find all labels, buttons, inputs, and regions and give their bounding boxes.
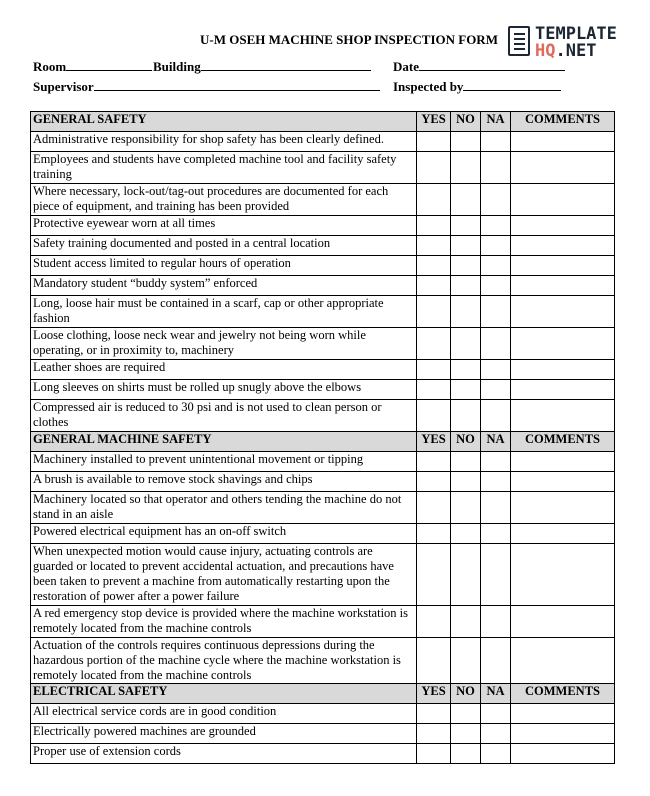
comments-cell[interactable] xyxy=(511,236,615,256)
no-cell[interactable] xyxy=(451,216,481,236)
na-cell[interactable] xyxy=(481,544,511,606)
comments-cell[interactable] xyxy=(511,452,615,472)
yes-cell[interactable] xyxy=(417,360,451,380)
checklist-row xyxy=(31,724,615,744)
checklist-row xyxy=(31,452,615,472)
no-cell[interactable] xyxy=(451,328,481,360)
no-cell[interactable] xyxy=(451,492,481,524)
na-cell[interactable] xyxy=(481,276,511,296)
yes-cell[interactable] xyxy=(417,524,451,544)
yes-cell[interactable] xyxy=(417,256,451,276)
yes-cell[interactable] xyxy=(417,744,451,764)
comments-cell[interactable] xyxy=(511,328,615,360)
no-cell[interactable] xyxy=(451,544,481,606)
checklist-item-text: Protective eyewear worn at all times xyxy=(31,216,417,236)
no-cell[interactable] xyxy=(451,380,481,400)
comments-column-header: COMMENTS xyxy=(511,432,615,452)
room-field[interactable]: Room xyxy=(33,58,152,75)
document-icon xyxy=(508,26,530,56)
comments-cell[interactable] xyxy=(511,256,615,276)
comments-column-header: COMMENTS xyxy=(511,684,615,704)
yes-cell[interactable] xyxy=(417,296,451,328)
yes-cell[interactable] xyxy=(417,328,451,360)
checklist-row xyxy=(31,744,615,764)
checklist-item-text: Actuation of the controls requires continuous depressions during the hazardous portion of the machine cycle where the machine workstation is remotely located from the machine controls xyxy=(31,638,417,684)
checklist-item-text: Student access limited to regular hours of operation xyxy=(31,256,417,276)
na-cell[interactable] xyxy=(481,328,511,360)
na-cell[interactable] xyxy=(481,744,511,764)
logo-text-line1: TEMPLATE xyxy=(535,24,617,44)
yes-column-header: YES xyxy=(417,432,451,452)
na-cell[interactable] xyxy=(481,216,511,236)
yes-cell[interactable] xyxy=(417,638,451,684)
yes-cell[interactable] xyxy=(417,276,451,296)
form-title: U-M OSEH MACHINE SHOP INSPECTION FORM xyxy=(200,32,498,47)
no-column-header: NO xyxy=(451,112,481,132)
checklist-row xyxy=(31,328,615,360)
na-cell[interactable] xyxy=(481,152,511,184)
supervisor-field[interactable]: Supervisor xyxy=(33,78,380,95)
no-cell[interactable] xyxy=(451,152,481,184)
no-cell[interactable] xyxy=(451,638,481,684)
comments-cell[interactable] xyxy=(511,606,615,638)
checklist-item-text: Leather shoes are required xyxy=(31,360,417,380)
yes-column-header: YES xyxy=(417,684,451,704)
comments-cell[interactable] xyxy=(511,524,615,544)
comments-cell[interactable] xyxy=(511,216,615,236)
na-cell[interactable] xyxy=(481,472,511,492)
yes-cell[interactable] xyxy=(417,472,451,492)
na-cell[interactable] xyxy=(481,132,511,152)
no-cell[interactable] xyxy=(451,524,481,544)
comments-cell[interactable] xyxy=(511,184,615,216)
no-cell[interactable] xyxy=(451,606,481,638)
na-cell[interactable] xyxy=(481,492,511,524)
checklist-row xyxy=(31,472,615,492)
checklist-row xyxy=(31,132,615,152)
yes-cell[interactable] xyxy=(417,606,451,638)
section-header xyxy=(31,684,615,704)
no-cell[interactable] xyxy=(451,744,481,764)
na-cell[interactable] xyxy=(481,452,511,472)
date-field[interactable]: Date xyxy=(393,58,565,75)
no-column-header: NO xyxy=(451,432,481,452)
no-cell[interactable] xyxy=(451,296,481,328)
checklist-row xyxy=(31,296,615,328)
yes-cell[interactable] xyxy=(417,492,451,524)
checklist-item-text: Machinery located so that operator and others tending the machine do not stand in an aisle xyxy=(31,492,417,524)
checklist-row xyxy=(31,524,615,544)
checklist-item-text: When unexpected motion would cause injury, actuating controls are guarded or located to prevent accidental actuation, and precautions have been taken to prevent a machine from automatically restarting upon the restoration of power after a power failure xyxy=(31,544,417,606)
comments-cell[interactable] xyxy=(511,132,615,152)
comments-cell[interactable] xyxy=(511,704,615,724)
checklist-item-text: Electrically powered machines are grounded xyxy=(31,724,417,744)
checklist-row xyxy=(31,152,615,184)
na-cell[interactable] xyxy=(481,236,511,256)
na-cell[interactable] xyxy=(481,704,511,724)
checklist-row xyxy=(31,276,615,296)
checklist-item-text: Powered electrical equipment has an on-off switch xyxy=(31,524,417,544)
na-cell[interactable] xyxy=(481,256,511,276)
na-cell[interactable] xyxy=(481,606,511,638)
na-cell[interactable] xyxy=(481,184,511,216)
checklist-item-text: All electrical service cords are in good condition xyxy=(31,704,417,724)
checklist-row xyxy=(31,638,615,684)
section-title: ELECTRICAL SAFETY xyxy=(31,684,417,704)
no-column-header: NO xyxy=(451,684,481,704)
section-title: GENERAL MACHINE SAFETY xyxy=(31,432,417,452)
comments-cell[interactable] xyxy=(511,152,615,184)
inspection-table xyxy=(30,111,615,764)
comments-cell[interactable] xyxy=(511,472,615,492)
comments-cell[interactable] xyxy=(511,724,615,744)
no-cell[interactable] xyxy=(451,184,481,216)
logo-text-line2: HQ.NET xyxy=(535,41,597,61)
comments-cell[interactable] xyxy=(511,360,615,380)
checklist-item-text: Safety training documented and posted in a central location xyxy=(31,236,417,256)
checklist-item-text: Where necessary, lock-out/tag-out procedures are documented for each piece of equipment, and training has been provided xyxy=(31,184,417,216)
checklist-row xyxy=(31,256,615,276)
no-cell[interactable] xyxy=(451,360,481,380)
yes-cell[interactable] xyxy=(417,724,451,744)
yes-cell[interactable] xyxy=(417,216,451,236)
na-cell[interactable] xyxy=(481,400,511,432)
inspected-by-field[interactable]: Inspected by xyxy=(393,78,561,95)
comments-cell[interactable] xyxy=(511,492,615,524)
na-cell[interactable] xyxy=(481,524,511,544)
comments-cell[interactable] xyxy=(511,544,615,606)
checklist-item-text: A red emergency stop device is provided where the machine workstation is remotely located from the machine controls xyxy=(31,606,417,638)
na-column-header: NA xyxy=(481,432,511,452)
checklist-row xyxy=(31,236,615,256)
checklist-row xyxy=(31,544,615,606)
checklist-item-text: Compressed air is reduced to 30 psi and is not used to clean person or clothes xyxy=(31,400,417,432)
comments-cell[interactable] xyxy=(511,296,615,328)
comments-cell[interactable] xyxy=(511,744,615,764)
no-cell[interactable] xyxy=(451,400,481,432)
na-cell[interactable] xyxy=(481,380,511,400)
checklist-item-text: Administrative responsibility for shop safety has been clearly defined. xyxy=(31,132,417,152)
comments-cell[interactable] xyxy=(511,380,615,400)
na-cell[interactable] xyxy=(481,296,511,328)
na-column-header: NA xyxy=(481,684,511,704)
no-cell[interactable] xyxy=(451,256,481,276)
no-cell[interactable] xyxy=(451,236,481,256)
templatehq-logo xyxy=(508,26,632,60)
checklist-item-text: A brush is available to remove stock shavings and chips xyxy=(31,472,417,492)
section-header xyxy=(31,432,615,452)
checklist-row xyxy=(31,216,615,236)
yes-cell[interactable] xyxy=(417,544,451,606)
checklist-item-text: Long sleeves on shirts must be rolled up snugly above the elbows xyxy=(31,380,417,400)
checklist-item-text: Long, loose hair must be contained in a scarf, cap or other appropriate fashion xyxy=(31,296,417,328)
yes-column-header: YES xyxy=(417,112,451,132)
checklist-item-text: Machinery installed to prevent unintentional movement or tipping xyxy=(31,452,417,472)
no-cell[interactable] xyxy=(451,276,481,296)
checklist-row xyxy=(31,704,615,724)
no-cell[interactable] xyxy=(451,724,481,744)
checklist-row xyxy=(31,380,615,400)
na-cell[interactable] xyxy=(481,724,511,744)
na-cell[interactable] xyxy=(481,638,511,684)
no-cell[interactable] xyxy=(451,704,481,724)
section-header xyxy=(31,112,615,132)
yes-cell[interactable] xyxy=(417,184,451,216)
checklist-row xyxy=(31,360,615,380)
checklist-item-text: Loose clothing, loose neck wear and jewelry not being worn while operating, or in proximity to, machinery xyxy=(31,328,417,360)
building-field[interactable]: Building xyxy=(153,58,371,75)
yes-cell[interactable] xyxy=(417,152,451,184)
checklist-row xyxy=(31,492,615,524)
comments-cell[interactable] xyxy=(511,638,615,684)
yes-cell[interactable] xyxy=(417,452,451,472)
yes-cell[interactable] xyxy=(417,400,451,432)
yes-cell[interactable] xyxy=(417,380,451,400)
yes-cell[interactable] xyxy=(417,704,451,724)
checklist-item-text: Proper use of extension cords xyxy=(31,744,417,764)
no-cell[interactable] xyxy=(451,452,481,472)
checklist-row xyxy=(31,400,615,432)
section-title: GENERAL SAFETY xyxy=(31,112,417,132)
checklist-row xyxy=(31,606,615,638)
checklist-row xyxy=(31,184,615,216)
checklist-item-text: Employees and students have completed machine tool and facility safety training xyxy=(31,152,417,184)
na-cell[interactable] xyxy=(481,360,511,380)
no-cell[interactable] xyxy=(451,132,481,152)
na-column-header: NA xyxy=(481,112,511,132)
no-cell[interactable] xyxy=(451,472,481,492)
comments-cell[interactable] xyxy=(511,400,615,432)
yes-cell[interactable] xyxy=(417,132,451,152)
comments-column-header: COMMENTS xyxy=(511,112,615,132)
yes-cell[interactable] xyxy=(417,236,451,256)
checklist-item-text: Mandatory student “buddy system” enforced xyxy=(31,276,417,296)
comments-cell[interactable] xyxy=(511,276,615,296)
